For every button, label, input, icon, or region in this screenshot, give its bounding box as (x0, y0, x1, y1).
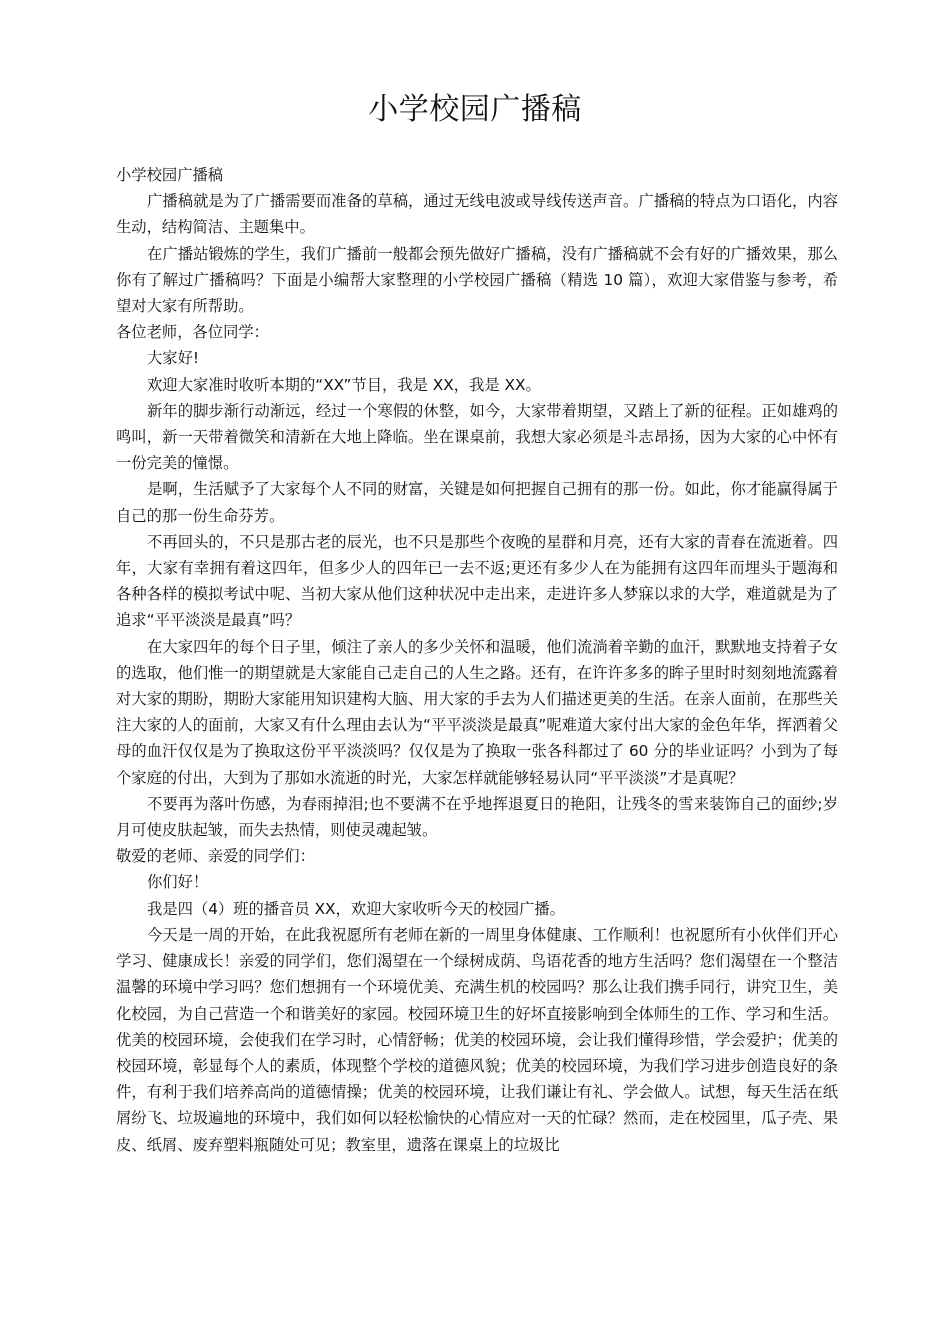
paragraph: 不再回头的，不只是那古老的辰光，也不只是那些个夜晚的星群和月亮，还有大家的青春在流逝着。四年，大家有幸拥有着这四年，但多少人的四年已一去不返;更还有多少人在为能拥有这四年而埋头于题海和各种各样的模拟考试中呢、当初大家从他们这种状况中走出来，走进许多人梦寐以求的大学，难道就是为了追求“平平淡淡是最真”吗？ (116, 532, 838, 630)
paragraph: 不要再为落叶伤感，为春雨掉泪;也不要满不在乎地挥退夏日的艳阳，让残冬的雪来装饰自己的面纱;岁月可使皮肤起皱，而失去热情，则使灵魂起皱。 (116, 794, 838, 840)
paragraph: 各位老师，各位同学： (116, 323, 269, 342)
document-title: 小学校园广播稿 (368, 92, 582, 127)
paragraph: 你们好！ (147, 873, 209, 892)
paragraph: 我是四（4）班的播音员 XX，欢迎大家收听今天的校园广播。 (147, 899, 565, 918)
paragraph: 欢迎大家准时收听本期的“XX”节目，我是 XX，我是 XX。 (147, 375, 541, 394)
paragraph: 敬爱的老师、亲爱的同学们： (116, 847, 315, 866)
paragraph: 小学校园广播稿 (116, 166, 224, 184)
paragraph: 在广播站锻炼的学生，我们广播前一般都会预先做好广播稿，没有广播稿就不会有好的广播效果，那么你有了解过广播稿吗？下面是小编帮大家整理的小学校园广播稿（精选 10 篇），欢迎大家借鉴与参考，希望对大家有所帮助。 (116, 244, 838, 316)
paragraph: 在大家四年的每个日子里，倾注了亲人的多少关怀和温暖，他们流淌着辛勤的血汗，默默地支持着子女的选取，他们惟一的期望就是大家能自己走自己的人生之路。还有，在许许多多的眸子里时时刻刻地流露着对大家的期盼，期盼大家能用知识建构大脑、用大家的手去为人们描述更美的生活。在亲人面前，在那些关注大家的人的面前，大家又有什么理由去认为“平平淡淡是最真”呢难道大家付出大家的金色年华，挥洒着父母的血汗仅仅是为了换取这份平平淡淡吗？仅仅是为了换取一张各科都过了 60 分的毕业证吗？小到为了每个家庭的付出，大到为了那如水流逝的时光，大家怎样就能够轻易认同“平平淡淡”才是真呢？ (116, 637, 838, 787)
paragraph: 广播稿就是为了广播需要而准备的草稿，通过无线电波或导线传送声音。广播稿的特点为口语化，内容生动，结构简洁、主题集中。 (116, 192, 838, 237)
document-body (116, 162, 838, 1158)
paragraph: 新年的脚步渐行动渐远，经过一个寒假的休整，如今，大家带着期望，又踏上了新的征程。正如雄鸡的鸣叫，新一天带着微笑和清新在大地上降临。坐在课桌前，我想大家必须是斗志昂扬，因为大家的心中怀有一份完美的憧憬。 (116, 401, 838, 473)
paragraph: 大家好! (147, 349, 200, 368)
paragraph: 今天是一周的开始，在此我祝愿所有老师在新的一周里身体健康、工作顺利！也祝愿所有小伙伴们开心学习、健康成长！亲爱的同学们，您们渴望在一个绿树成荫、鸟语花香的地方生活吗？您们渴望在一个整洁温馨的环境中学习吗？您们想拥有一个环境优美、充满生机的校园吗？那么让我们携手同行，讲究卫生，美化校园，为自己营造一个和谐美好的家园。校园环境卫生的好坏直接影响到全体师生的工作、学习和生活。优美的校园环境，会使我们在学习时，心情舒畅；优美的校园环境，会让我们懂得珍惜，学会爱护；优美的校园环境，彰显每个人的素质，体现整个学校的道德风貌；优美的校园环境，为我们学习进步创造良好的条件，有利于我们培养高尚的道德情操；优美的校园环境，让我们谦让有礼、学会做人。试想，每天生活在纸屑纷飞、垃圾遍地的环境中，我们如何以轻松愉快的心情应对一天的忙碌？然而，走在校园里，瓜子壳、果皮、纸屑、废弃塑料瓶随处可见；教室里，遗落在课桌上的垃圾比 (116, 925, 838, 1154)
paragraph: 是啊，生活赋予了大家每个人不同的财富，关键是如何把握自己拥有的那一份。如此，你才能赢得属于自己的那一份生命芬芳。 (116, 480, 838, 525)
